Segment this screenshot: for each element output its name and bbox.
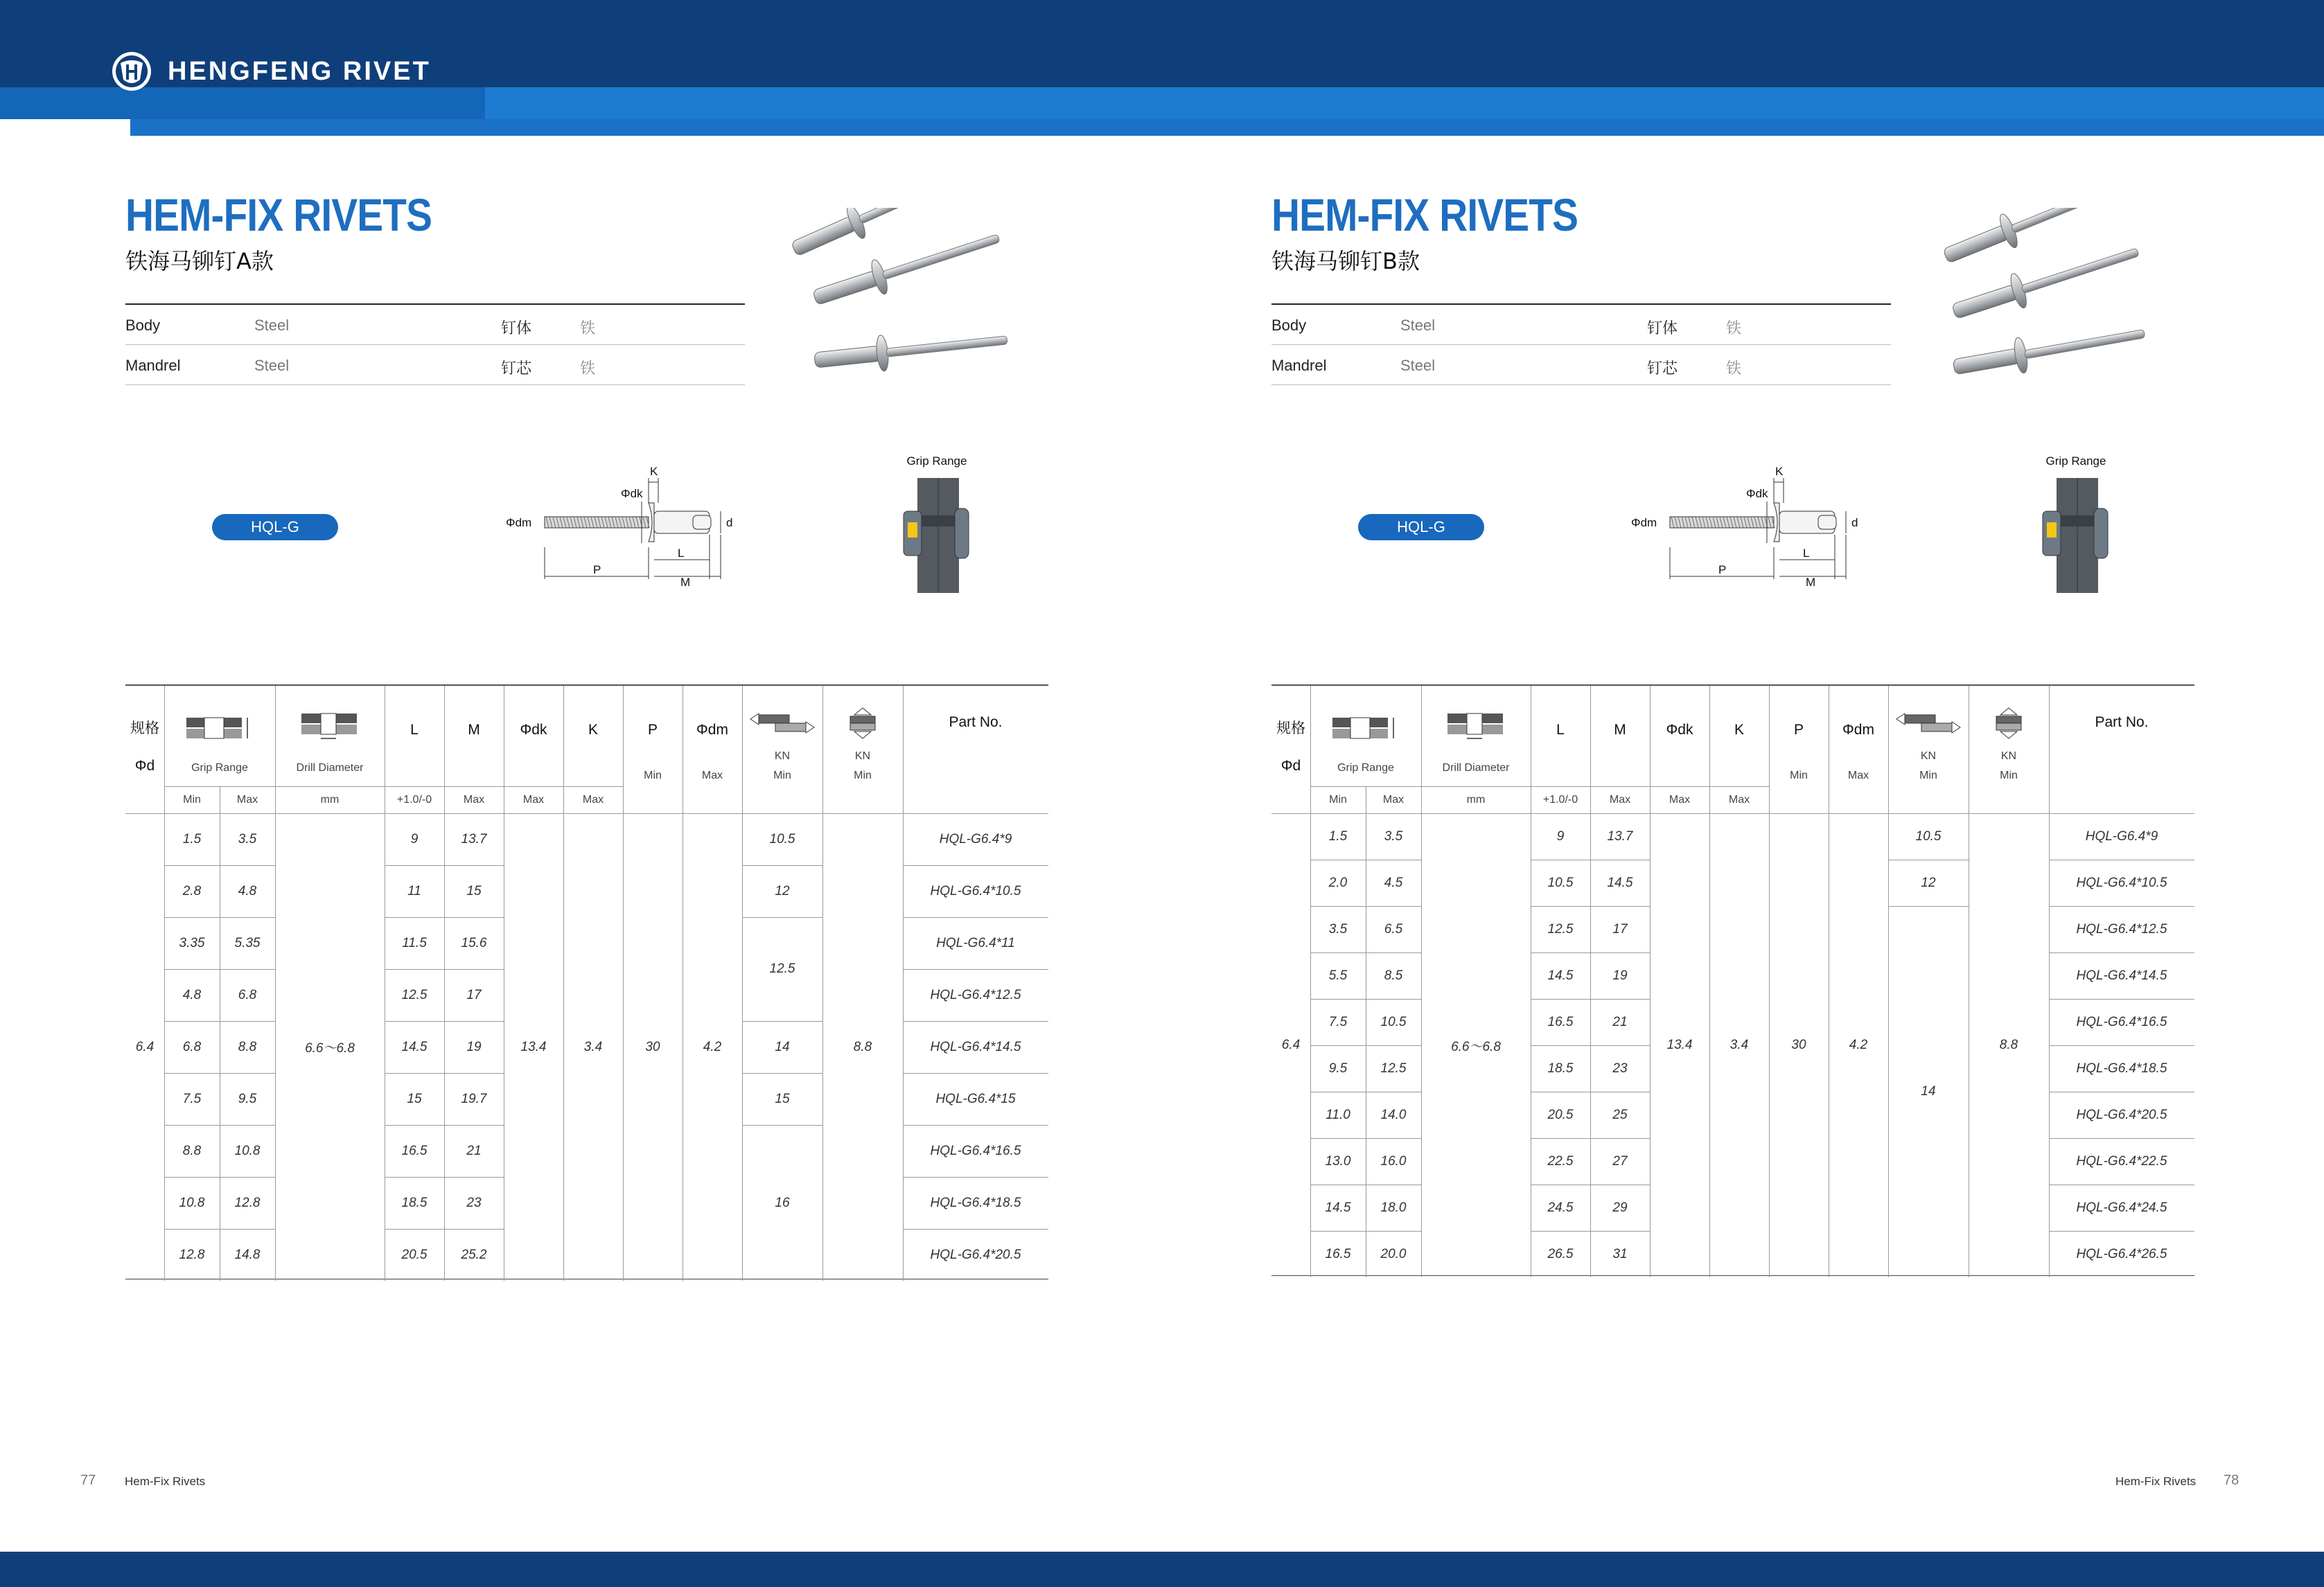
cell-m: 19: [466, 1039, 482, 1054]
material-value: Steel: [1400, 357, 1436, 374]
cell-mandrel-diameter: 4.2: [703, 1039, 722, 1054]
material-value-cn: 铁: [580, 360, 596, 378]
dim-label-k: K: [1775, 465, 1784, 478]
grid-line: [385, 865, 504, 866]
material-label: Body: [1271, 317, 1307, 334]
cell-m: 17: [466, 987, 482, 1002]
material-row: [125, 345, 745, 385]
cell-grip-min: 14.5: [1325, 1200, 1351, 1215]
grid-line: [1531, 906, 1650, 907]
dim-label-m: M: [1806, 576, 1816, 589]
header-spec-cn: 规格: [130, 720, 159, 736]
cell-grip-max: 8.5: [1384, 968, 1403, 983]
material-value: Steel: [1400, 317, 1436, 334]
material-label: Body: [125, 317, 161, 334]
material-row: [1271, 345, 1891, 385]
cell-grip-max: 20.0: [1380, 1246, 1407, 1261]
grid-line: [164, 1177, 275, 1178]
material-label: Mandrel: [1271, 357, 1327, 374]
cell-m: 23: [466, 1195, 482, 1210]
product-title: HEM-FIX RIVETS: [125, 189, 432, 240]
product-subtitle: 铁海马铆钉B款: [1271, 248, 1420, 274]
cell-shear-kn: 14: [1921, 1084, 1936, 1099]
shear-strength-icon: [1895, 711, 1962, 738]
grid-line: [742, 1073, 822, 1074]
header-spec-cn: 规格: [1276, 720, 1305, 736]
tensile-strength-icon: [1993, 707, 2024, 740]
header-k: K: [588, 722, 598, 738]
cell-part-no: HQL-G6.4*12.5: [930, 987, 1021, 1002]
cell-tensile-kn: 8.8: [1999, 1038, 2018, 1052]
cell-part-no: HQL-G6.4*20.5: [2076, 1107, 2167, 1122]
series-code-badge: HQL-G: [212, 514, 338, 540]
footer-label-left: Hem-Fix Rivets: [125, 1475, 206, 1488]
subheader-kn-tensile: Min: [2000, 770, 2018, 781]
rivet-dimension-drawing: [1610, 457, 1901, 589]
cell-tensile-kn: 8.8: [853, 1039, 872, 1054]
grid-line: [1310, 999, 1421, 1000]
material-value: Steel: [254, 357, 290, 374]
cell-part-no: HQL-G6.4*12.5: [2076, 921, 2167, 937]
cell-length: 14.5: [401, 1039, 428, 1054]
subheader-m: Max: [1609, 793, 1631, 806]
header-spec-d: Φd: [1280, 758, 1301, 774]
page-number-right: 78: [2224, 1473, 2239, 1488]
grid-line: [1531, 952, 1650, 953]
cell-grip-min: 2.8: [182, 883, 202, 898]
cell-part-no: HQL-G6.4*18.5: [2076, 1061, 2167, 1076]
cell-part-no: HQL-G6.4*9: [2085, 828, 2158, 844]
subheader-grip-min: Min: [1329, 793, 1347, 806]
material-label-cn: 钉芯: [1647, 360, 1678, 378]
cell-length: 18.5: [1547, 1061, 1574, 1076]
header-dm: Φdm: [1842, 722, 1874, 738]
cell-length: 16.5: [1547, 1014, 1574, 1029]
dim-label-d: d: [726, 516, 733, 529]
header-drill-diameter: Drill Diameter: [296, 762, 364, 774]
grid-line: [1310, 1138, 1421, 1139]
material-value: Steel: [254, 317, 290, 334]
header-m: M: [468, 722, 480, 738]
grid-line: [903, 1073, 1048, 1074]
cell-grip-max: 16.0: [1380, 1153, 1407, 1169]
subheader-m: Max: [463, 793, 485, 806]
material-label: Mandrel: [125, 357, 181, 374]
dim-label-m: M: [680, 576, 691, 589]
cell-grip-max: 10.8: [234, 1143, 261, 1158]
grid-line: [385, 917, 504, 918]
cell-grip-min: 9.5: [1328, 1061, 1348, 1076]
grip-range-icon: [2027, 471, 2124, 596]
cell-grip-max: 12.8: [234, 1195, 261, 1210]
grid-line: [1531, 999, 1650, 1000]
grid-line: [164, 969, 275, 970]
cell-m: 19.7: [461, 1091, 487, 1106]
cell-part-no: HQL-G6.4*18.5: [930, 1195, 1021, 1210]
cell-m: 17: [1612, 921, 1628, 937]
rivet-product-photo: [1933, 208, 2155, 402]
cell-shear-kn: 12.5: [769, 961, 795, 976]
cell-length: 16.5: [401, 1143, 428, 1158]
grid-line: [742, 865, 822, 866]
cell-grip-min: 1.5: [182, 831, 202, 846]
subheader-p: Min: [1790, 770, 1808, 781]
grid-line: [2049, 999, 2194, 1000]
header-part-no: Part No.: [949, 714, 1003, 730]
dim-label-k: K: [650, 465, 658, 478]
footer-bar: [0, 1552, 2324, 1587]
cell-head-height: 3.4: [583, 1039, 603, 1054]
cell-length: 9: [1556, 828, 1565, 844]
grid-line: [1888, 906, 1969, 907]
grid-line: [1310, 786, 1769, 787]
cell-m: 15.6: [461, 935, 487, 950]
cell-part-no: HQL-G6.4*11: [936, 935, 1015, 950]
subheader-dm: Max: [701, 770, 723, 781]
dim-label-p: P: [1718, 563, 1727, 576]
cell-length: 9: [410, 831, 419, 846]
cell-m: 21: [466, 1143, 482, 1158]
cell-m: 29: [1612, 1200, 1628, 1215]
grid-line: [1310, 906, 1421, 907]
grip-range-label: Grip Range: [2045, 454, 2106, 468]
dim-label-d: d: [1851, 516, 1858, 529]
cell-length: 20.5: [1547, 1107, 1574, 1122]
cell-part-no: HQL-G6.4*10.5: [2076, 875, 2167, 890]
cell-grip-min: 3.35: [179, 935, 205, 950]
cell-length: 11.5: [402, 935, 427, 950]
cell-mandrel-length: 30: [1791, 1038, 1806, 1052]
product-subtitle: 铁海马铆钉A款: [125, 248, 274, 274]
material-value-cn: 铁: [1726, 320, 1742, 337]
header-dk: Φdk: [520, 722, 547, 738]
grid-line: [385, 1229, 504, 1230]
grid-line: [903, 969, 1048, 970]
cell-m: 23: [1612, 1061, 1628, 1076]
grid-line: [1531, 1231, 1650, 1232]
cell-length: 12.5: [1547, 921, 1574, 937]
dim-label-dm: Φdm: [1631, 516, 1657, 529]
grid-line: [164, 786, 623, 787]
cell-length: 26.5: [1547, 1246, 1574, 1261]
subheader-k: Max: [582, 793, 604, 806]
cell-head-height: 3.4: [1729, 1038, 1749, 1052]
grid-line: [1531, 1138, 1650, 1139]
cell-head-diameter: 13.4: [1666, 1038, 1693, 1052]
cell-mandrel-diameter: 4.2: [1849, 1038, 1868, 1052]
cell-part-no: HQL-G6.4*14.5: [930, 1039, 1021, 1054]
cell-length: 14.5: [1547, 968, 1574, 983]
cell-grip-max: 6.8: [238, 987, 257, 1002]
subheader-k: Max: [1728, 793, 1750, 806]
dim-label-l: L: [678, 547, 685, 560]
cell-part-no: HQL-G6.4*10.5: [930, 883, 1021, 898]
material-table: [1271, 303, 1891, 385]
cell-diameter: 6.4: [1281, 1038, 1301, 1052]
cell-shear-kn: 14: [775, 1039, 790, 1054]
material-value-cn: 铁: [580, 320, 596, 337]
grid-line: [164, 865, 275, 866]
subheader-kn-shear: Min: [773, 770, 791, 781]
subheader-grip-max: Max: [236, 793, 258, 806]
cell-grip-max: 10.5: [1380, 1014, 1407, 1029]
cell-length: 11: [407, 883, 421, 898]
cell-grip-max: 3.5: [238, 831, 257, 846]
grip-range-figure: [2027, 454, 2124, 593]
dim-label-dk: Φdk: [1746, 487, 1768, 500]
footer-label-right: Hem-Fix Rivets: [2115, 1475, 2197, 1488]
grid-line: [385, 1073, 504, 1074]
grip-range-figure: [888, 454, 985, 593]
shear-strength-icon: [749, 711, 816, 738]
cell-grip-min: 7.5: [1328, 1014, 1348, 1029]
material-value-cn: 铁: [1726, 360, 1742, 378]
drill-diameter-column-icon: [300, 711, 362, 741]
cell-part-no: HQL-G6.4*16.5: [2076, 1014, 2167, 1029]
grid-line: [903, 1229, 1048, 1230]
cell-length: 18.5: [401, 1195, 428, 1210]
cell-m: 21: [1612, 1014, 1628, 1029]
cell-m: 14.5: [1607, 875, 1633, 890]
cell-grip-max: 4.5: [1384, 875, 1403, 890]
grid-line: [903, 917, 1048, 918]
header-l: L: [410, 722, 419, 738]
header-part-no: Part No.: [2095, 714, 2149, 730]
cell-length: 15: [407, 1091, 422, 1106]
cell-grip-min: 13.0: [1325, 1153, 1351, 1169]
grid-line: [164, 1229, 275, 1230]
header-kn-shear: KN: [774, 750, 791, 762]
grid-line: [1531, 1045, 1650, 1046]
subheader-drill-unit: mm: [320, 793, 340, 806]
grid-line: [164, 1073, 275, 1074]
cell-m: 15: [466, 883, 482, 898]
cell-grip-max: 3.5: [1384, 828, 1403, 844]
dim-label-dk: Φdk: [621, 487, 643, 500]
cell-m: 19: [1612, 968, 1628, 983]
grid-line: [2049, 906, 2194, 907]
header-grip-range: Grip Range: [191, 762, 248, 774]
cell-grip-min: 2.0: [1328, 875, 1348, 890]
material-row: [1271, 305, 1891, 345]
header-kn-tensile: KN: [854, 750, 871, 762]
cell-part-no: HQL-G6.4*20.5: [930, 1247, 1021, 1262]
grid-line: [903, 1125, 1048, 1126]
subheader-kn-tensile: Min: [854, 770, 872, 781]
cell-length: 20.5: [401, 1247, 428, 1262]
series-code-badge: HQL-G: [1358, 514, 1484, 540]
cell-m: 25: [1612, 1107, 1628, 1122]
cell-grip-min: 10.8: [179, 1195, 205, 1210]
cell-part-no: HQL-G6.4*9: [939, 831, 1012, 846]
cell-grip-max: 14.8: [234, 1247, 261, 1262]
header-p: P: [1793, 722, 1804, 738]
subheader-dk: Max: [1669, 793, 1691, 806]
grid-line: [1310, 1231, 1421, 1232]
cell-grip-min: 1.5: [1328, 828, 1348, 844]
cell-shear-kn: 15: [775, 1091, 790, 1106]
cell-m: 13.7: [1607, 828, 1633, 844]
cell-part-no: HQL-G6.4*15: [935, 1091, 1016, 1106]
cell-grip-min: 11.0: [1326, 1107, 1350, 1122]
material-table: [125, 303, 745, 385]
subheader-grip-min: Min: [183, 793, 201, 806]
cell-grip-min: 4.8: [182, 987, 202, 1002]
cell-grip-max: 6.5: [1384, 921, 1403, 937]
cell-mandrel-length: 30: [645, 1039, 660, 1054]
product-title: HEM-FIX RIVETS: [1271, 189, 1578, 240]
cell-grip-max: 18.0: [1380, 1200, 1407, 1215]
header-spec-d: Φd: [134, 758, 155, 774]
material-label-cn: 钉芯: [501, 360, 532, 378]
cell-grip-max: 5.35: [234, 935, 261, 950]
grid-line: [385, 1021, 504, 1022]
grid-line: [742, 1021, 822, 1022]
grip-range-icon: [888, 471, 985, 596]
cell-grip-min: 16.5: [1325, 1246, 1351, 1261]
grid-line: [742, 1125, 822, 1126]
rivet-product-photo: [787, 208, 1009, 402]
cell-length: 22.5: [1547, 1153, 1574, 1169]
cell-shear-kn: 16: [775, 1195, 790, 1210]
subheader-drill-unit: mm: [1466, 793, 1486, 806]
cell-grip-min: 5.5: [1328, 968, 1348, 983]
subheader-dk: Max: [522, 793, 545, 806]
cell-grip-min: 6.8: [182, 1039, 202, 1054]
spec-table: [125, 684, 1048, 1279]
dim-label-l: L: [1803, 547, 1810, 560]
header-drill-diameter: Drill Diameter: [1442, 762, 1510, 774]
cell-grip-max: 4.8: [238, 883, 257, 898]
drill-diameter-column-icon: [1446, 711, 1508, 741]
cell-part-no: HQL-G6.4*22.5: [2076, 1153, 2167, 1169]
cell-part-no: HQL-G6.4*26.5: [2076, 1246, 2167, 1261]
cell-length: 12.5: [401, 987, 428, 1002]
header-grip-range: Grip Range: [1337, 762, 1394, 774]
header-l: L: [1556, 722, 1565, 738]
cell-m: 31: [1612, 1246, 1628, 1261]
material-label-cn: 钉体: [501, 320, 532, 337]
grid-line: [2049, 1045, 2194, 1046]
cell-drill-diameter: 6.6～6.8: [305, 1041, 355, 1056]
catalog-page-right: [1146, 0, 2308, 1587]
grid-line: [385, 969, 504, 970]
cell-grip-max: 8.8: [238, 1039, 257, 1054]
subheader-l-tol: +1.0/-0: [1542, 793, 1578, 806]
cell-diameter: 6.4: [135, 1039, 155, 1054]
cell-m: 25.2: [461, 1247, 487, 1262]
cell-length: 10.5: [1547, 875, 1574, 890]
cell-grip-max: 12.5: [1380, 1061, 1407, 1076]
material-row: [125, 305, 745, 345]
material-label-cn: 钉体: [1647, 320, 1678, 337]
dim-label-dm: Φdm: [506, 516, 532, 529]
header-dk: Φdk: [1666, 722, 1693, 738]
subheader-p: Min: [644, 770, 662, 781]
grid-line: [742, 917, 822, 918]
grid-line: [1310, 952, 1421, 953]
grid-line: [385, 1177, 504, 1178]
cell-shear-kn: 12: [1921, 875, 1936, 890]
grip-range-column-icon: [1331, 713, 1400, 744]
cell-drill-diameter: 6.6～6.8: [1451, 1039, 1501, 1054]
grid-line: [903, 1177, 1048, 1178]
cell-head-diameter: 13.4: [520, 1039, 547, 1054]
cell-part-no: HQL-G6.4*14.5: [2076, 968, 2167, 983]
cell-m: 27: [1612, 1153, 1628, 1169]
cell-m: 13.7: [461, 831, 487, 846]
header-k: K: [1734, 722, 1744, 738]
grid-line: [903, 1021, 1048, 1022]
cell-grip-min: 12.8: [179, 1247, 205, 1262]
cell-grip-max: 9.5: [238, 1091, 257, 1106]
cell-grip-min: 7.5: [182, 1091, 202, 1106]
grid-line: [903, 865, 1048, 866]
grid-line: [1310, 1045, 1421, 1046]
header-kn-shear: KN: [1920, 750, 1937, 762]
grid-line: [2049, 1231, 2194, 1232]
subheader-l-tol: +1.0/-0: [396, 793, 432, 806]
header-m: M: [1614, 722, 1626, 738]
cell-part-no: HQL-G6.4*16.5: [930, 1143, 1021, 1158]
cell-shear-kn: 10.5: [769, 831, 795, 846]
grid-line: [164, 1021, 275, 1022]
header-dm: Φdm: [696, 722, 728, 738]
cell-grip-max: 14.0: [1380, 1107, 1407, 1122]
cell-shear-kn: 12: [775, 883, 790, 898]
page-number-left: 77: [80, 1473, 96, 1488]
header-p: P: [647, 722, 658, 738]
cell-grip-min: 8.8: [182, 1143, 202, 1158]
grip-range-column-icon: [185, 713, 254, 744]
grip-range-label: Grip Range: [906, 454, 967, 468]
tensile-strength-icon: [847, 707, 878, 740]
subheader-kn-shear: Min: [1919, 770, 1937, 781]
header-kn-tensile: KN: [2000, 750, 2017, 762]
cell-part-no: HQL-G6.4*24.5: [2076, 1200, 2167, 1215]
cell-shear-kn: 10.5: [1915, 828, 1942, 844]
cell-grip-min: 3.5: [1328, 921, 1348, 937]
grid-line: [2049, 1138, 2194, 1139]
brand-name: HENGFENG RIVET: [168, 56, 431, 86]
grid-line: [385, 1125, 504, 1126]
grid-line: [2049, 952, 2194, 953]
subheader-dm: Max: [1847, 770, 1869, 781]
dim-label-p: P: [593, 563, 601, 576]
grid-line: [164, 917, 275, 918]
spec-table: [1271, 684, 2194, 1276]
grid-line: [164, 1125, 275, 1126]
rivet-dimension-drawing: [485, 457, 776, 589]
subheader-grip-max: Max: [1382, 793, 1405, 806]
cell-length: 24.5: [1547, 1200, 1574, 1215]
